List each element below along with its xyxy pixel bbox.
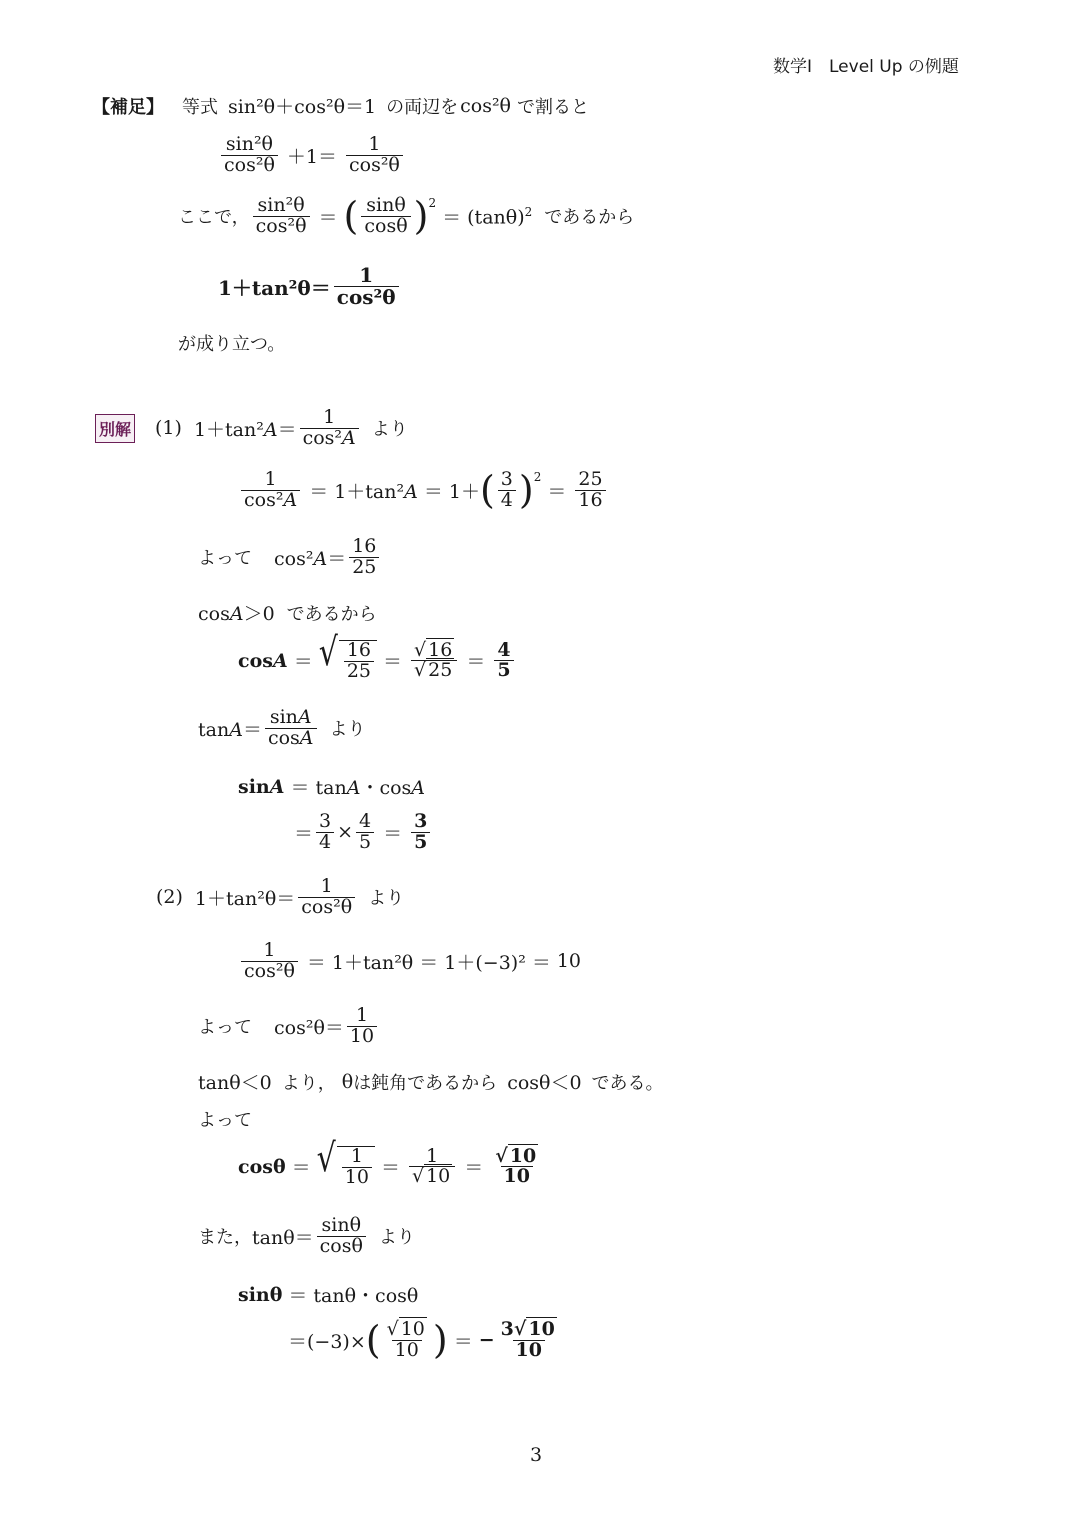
hosoku-eq2: ここで， $\frac{\text{sin²θ}}{\text{cos²θ}}$ ＝ ( $\frac{\sin\theta}{\cos\theta}$ ) 2 ＝ $(\tan\theta)^2$ であるから <box>178 194 635 239</box>
part1-number: (1) <box>155 417 182 440</box>
yotte-2: よって <box>198 1017 252 1039</box>
yori-4: より <box>378 1227 415 1249</box>
p1-cond: cosA＞0 であるから <box>198 599 377 626</box>
p2-cond: tanθ＜0 より， θ は鈍角であるから cosθ＜0 である。 <box>198 1070 664 1094</box>
betsukai-p2-head: (2) 1＋tan²θ＝ $\frac{1}{\text{cos²θ}}$ より <box>156 875 405 918</box>
hosoku-eq1: $\frac{\text{sin²θ}}{\text{cos²θ}}$ ＋1＝ $\frac{1}{\text{cos²θ}}$ <box>218 135 406 176</box>
p1-eq1: $\frac{1}{\text{cos²A}}$ ＝ 1＋tan²A ＝ 1＋ ( $\frac{3}{4}$ ) 2 ＝ $\frac{25}{16}$ <box>238 470 609 511</box>
betsukai-p1-head: 別解 (1) 1＋tan²A＝ $\frac{1}{\text{cos²A}}$ より <box>95 408 408 449</box>
p2-eq1: $\frac{1}{\text{cos²θ}}$ ＝ 1＋tan²θ ＝ 1＋(−3)² ＝ 10 <box>238 941 581 982</box>
hosoku-dearu: であるから <box>544 207 635 229</box>
dearukara-1: であるから <box>286 603 377 625</box>
yori-3: より <box>368 888 405 910</box>
hosoku-identity: sin²θ＋cos²θ＝1 <box>228 96 377 118</box>
p2-sin-eq: sinθ ＝ tanθ・cosθ <box>238 1283 419 1307</box>
p2-sentence-a: より， <box>281 1072 336 1094</box>
hosoku-intro <box>92 92 589 119</box>
p1-eq2: よって cos²A＝ $\frac{16}{25}$ <box>198 537 382 578</box>
p2-sentence-b: は鈍角であるから <box>353 1072 498 1094</box>
yori-2: より <box>329 719 366 741</box>
yotte-1: よって <box>198 548 252 570</box>
mata: また， <box>198 1227 252 1249</box>
hosoku-intro-a: 等式 <box>182 96 218 118</box>
p2-cos-result: cosθ ＝ √ $\frac{1}{10}$ ＝ $\frac{1}{√ 10}$ ＝ $\frac{√ 10}{10}$ <box>238 1135 537 1188</box>
p1-cos-result: cosA ＝ √ $\frac{16}{25}$ ＝ $\frac{√ 16}{√ 25}$ ＝ $\frac{4}{5}$ <box>238 640 517 682</box>
hosoku-intro-b: の両辺を <box>386 96 459 118</box>
p1-tan-def: tanA＝ $\frac{\sin A}{\cos A}$ より <box>198 706 366 749</box>
p2-sin-result: ＝(−3)× ( $\frac{√ 10}{10}$ ) ＝ − $\frac{3√ 10}{10}$ <box>288 1318 555 1363</box>
page-header: 数学Ⅰ Level Up の例題 <box>773 57 959 77</box>
hosoku-intro-c: cos²θ <box>460 94 511 117</box>
hosoku-eq3: 1＋tan²θ＝ $\frac{1}{\text{cos²θ}}$ <box>218 265 402 308</box>
yori-1: より <box>371 419 408 441</box>
p2-sentence-c: である。 <box>591 1072 664 1094</box>
p2-eq2: よって cos²θ＝ $\frac{1}{10}$ <box>198 1006 380 1047</box>
betsukai-label: 別解 <box>95 414 135 443</box>
p1-sin-result: ＝ $\frac{3}{4}$ × $\frac{4}{5}$ ＝ $\frac{3}{5}$ <box>294 812 433 853</box>
p2-tan-def: また， tanθ＝ $\frac{\sin\theta}{\cos\theta}$ より <box>198 1214 415 1257</box>
page-number: 3 <box>530 1444 543 1466</box>
hosoku-intro-d: で割ると <box>517 96 589 118</box>
p1-sin-eq: sinA ＝ tanA・cosA <box>238 775 426 799</box>
hosoku-naritatsu: が成り立つ。 <box>178 334 286 355</box>
hosoku-label: 【補足】 <box>92 96 164 118</box>
yotte-3: よって <box>198 1110 252 1131</box>
hosoku-koko: ここで， <box>178 207 250 229</box>
part2-number: (2) <box>156 886 183 909</box>
